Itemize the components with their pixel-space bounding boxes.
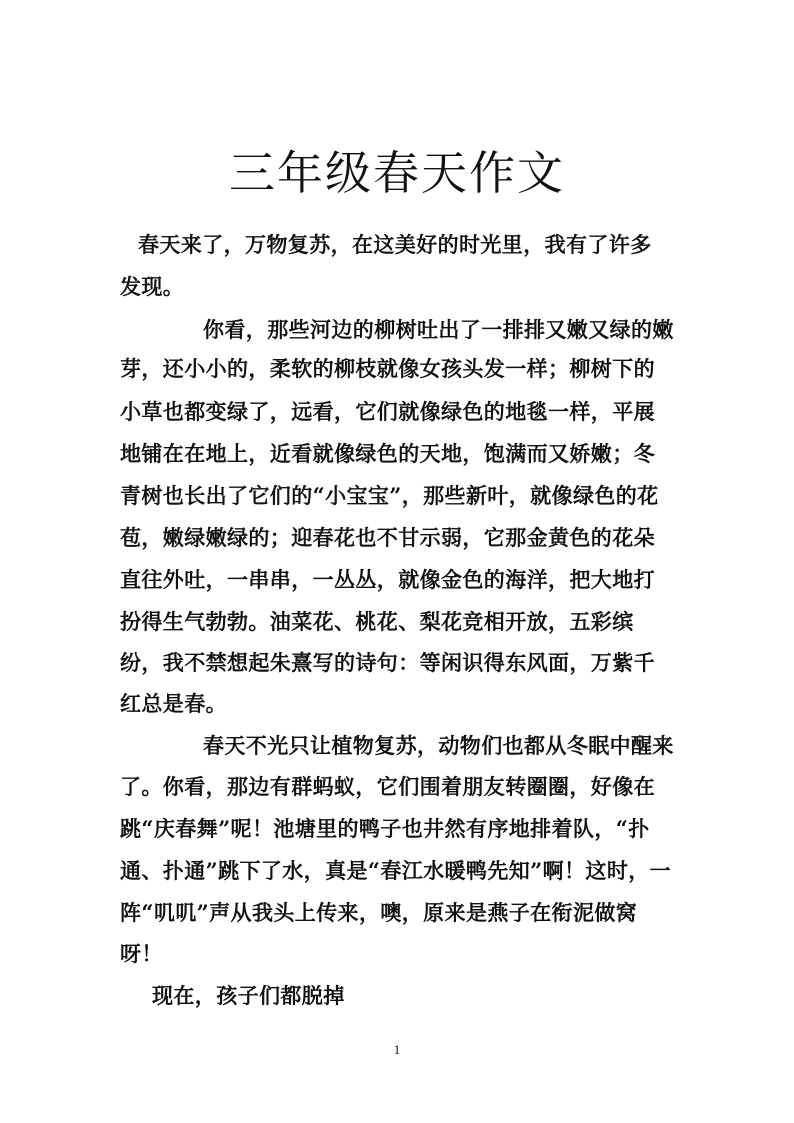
paragraph-3-line-3: 跳“庆春舞”呢！池塘里的鸭子也井然有序地排着队，“扑 — [120, 816, 650, 841]
paragraph-3-line-4: 通、扑通”跳下了水，真是“春江水暖鸭先知”啊！这时，一 — [120, 858, 672, 883]
page-number: 1 — [393, 1042, 401, 1057]
paragraph-1-line-2: 发现。 — [120, 274, 185, 299]
paragraph-3-line-2: 了。你看，那边有群蚂蚁，它们围着朋友转圈圈，好像在 — [120, 774, 655, 799]
paragraph-2-line-6: 苞，嫩绿嫩绿的；迎春花也不甘示弱，它那金黄色的花朵 — [120, 525, 655, 550]
paragraph-3-line-5: 阵“叽叽”声从我头上传来，噢，原来是燕子在衔泥做窝 — [120, 900, 638, 925]
paragraph-2-line-7: 直往外吐，一串串，一丛丛，就像金色的海洋，把大地打 — [120, 567, 655, 592]
document-title: 三年级春天作文 — [229, 146, 565, 200]
paragraph-2-line-2: 芽，还小小的，柔软的柳枝就像女孩头发一样；柳树下的 — [120, 356, 655, 381]
paragraph-2-line-9: 纷，我不禁想起朱熹写的诗句：等闲识得东风面，万紫千 — [120, 650, 655, 675]
paragraph-1-line-1: 春天来了，万物复苏，在这美好的时光里，我有了许多 — [138, 232, 652, 257]
paragraph-3-line-6: 呀！ — [120, 941, 163, 966]
paragraph-2-line-1: 你看，那些河边的柳树吐出了一排排又嫩又绿的嫩 — [203, 317, 674, 342]
paragraph-2-line-3: 小草也都变绿了，远看，它们就像绿色的地毯一样，平展 — [120, 399, 655, 424]
paragraph-2-line-5: 青树也长出了它们的“小宝宝”，那些新叶，就像绿色的花 — [120, 483, 659, 508]
paragraph-2-line-4: 地铺在在地上，近看就像绿色的天地，饱满而又娇嫩；冬 — [120, 441, 655, 466]
paragraph-2-line-8: 扮得生气勃勃。油菜花、桃花、梨花竞相开放，五彩缤 — [120, 609, 634, 634]
paragraph-2-line-10: 红总是春。 — [120, 691, 227, 716]
paragraph-4-line-1: 现在，孩子们都脱掉 — [152, 983, 345, 1008]
paragraph-3-line-1: 春天不光只让植物复苏，动物们也都从冬眠中醒来 — [203, 733, 674, 758]
